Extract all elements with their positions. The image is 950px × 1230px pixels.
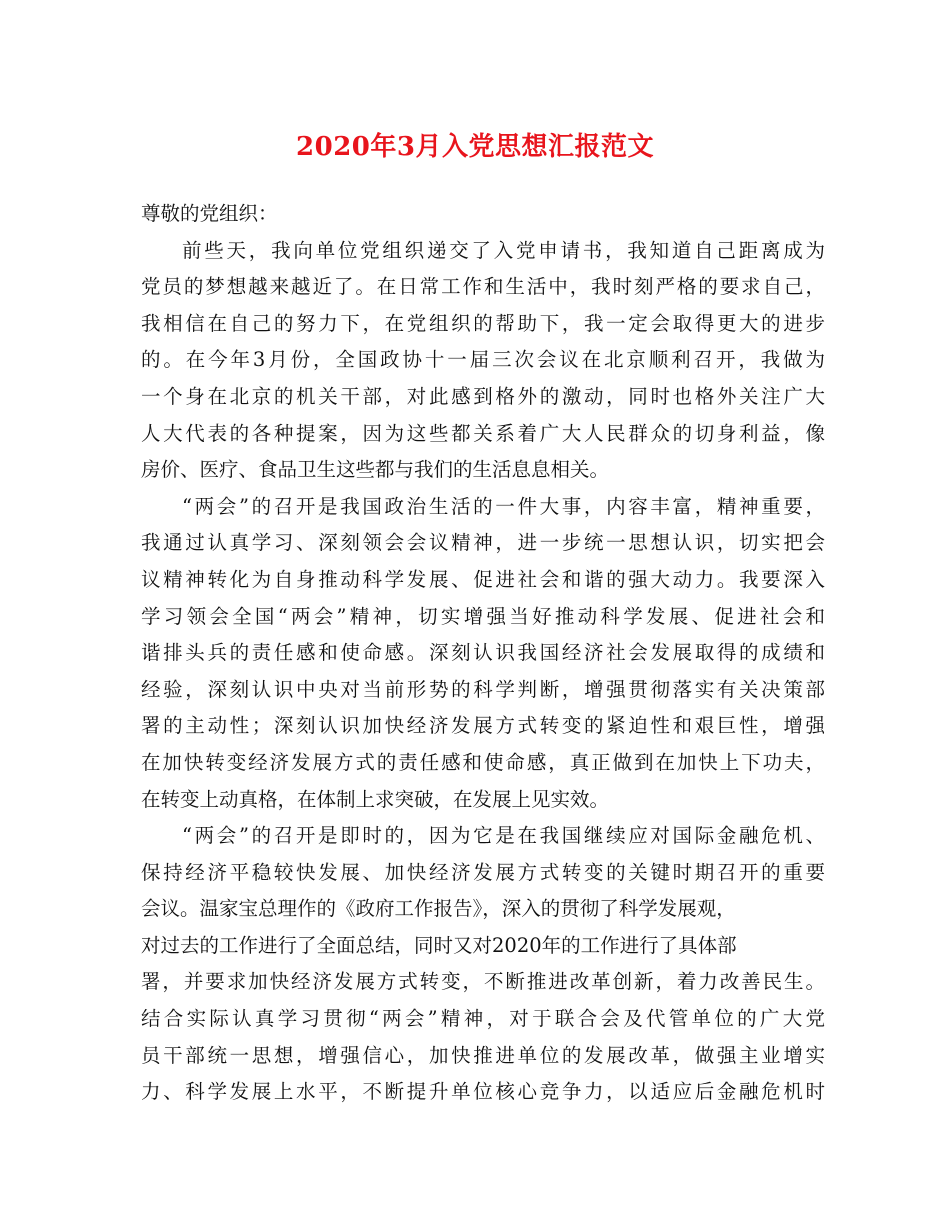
document-body <box>141 196 825 1111</box>
paragraph-1 <box>141 233 825 489</box>
paragraph-line: “两会”的召开是我国政治生活的一件大事，内容丰富，精神重要， <box>182 494 825 518</box>
paragraph-line: 结合实际认真学习贯彻“两会”精神，对于联合会及代管单位的广大党 <box>141 1007 825 1031</box>
paragraph-line: 署，并要求加快经济发展方式转变，不断推进改革创新，着力改善民生。 <box>141 970 825 994</box>
paragraph-line: 的。在今年3月份，全国政协十一届三次会议在北京顺利召开，我做为 <box>141 348 825 372</box>
salutation: 尊敬的党组织： <box>141 202 278 225</box>
paragraph-line: 我相信在自己的努力下，在党组织的帮助下，我一定会取得更大的进步 <box>141 311 825 335</box>
paragraph-line: 在转变上动真格，在体制上求突破，在发展上见实效。 <box>141 787 610 811</box>
paragraph-line: 人大代表的各种提案，因为这些都关系着广大人民群众的切身利益，像 <box>141 421 825 445</box>
document-title: 2020年3月入党思想汇报范文 <box>296 132 654 162</box>
paragraph-line: 在加快转变经济发展方式的责任感和使命感，真正做到在加快上下功夫， <box>141 750 825 774</box>
paragraph-line: 保持经济平稳较快发展、加快经济发展方式转变的关键时期召开的重要 <box>141 860 825 884</box>
paragraph-line: 会议。温家宝总理作的《政府工作报告》，深入的贯彻了科学发展观， <box>141 897 736 921</box>
paragraph-line: 前些天，我向单位党组织递交了入党申请书，我知道自己距离成为 <box>182 238 825 262</box>
paragraph-line: 我通过认真学习、深刻领会会议精神，进一步统一思想认识，切实把会 <box>141 531 825 555</box>
paragraph-line: 对过去的工作进行了全面总结，同时又对2020年的工作进行了具体部 <box>141 933 737 957</box>
paragraph-line: 力、科学发展上水平，不断提升单位核心竞争力，以适应后金融危机时 <box>141 1080 825 1104</box>
paragraph-line: 经验，深刻认识中央对当前形势的科学判断，增强贯彻落实有关决策部 <box>141 677 825 701</box>
paragraph-line: 房价、医疗、食品卫生这些都与我们的生活息息相关。 <box>141 458 610 482</box>
paragraph-line: 议精神转化为自身推动科学发展、促进社会和谐的强大动力。我要深入 <box>141 567 825 591</box>
paragraph-line: 谐排头兵的责任感和使命感。深刻认识我国经济社会发展取得的成绩和 <box>141 641 825 665</box>
paragraph-3 <box>141 818 825 1111</box>
paragraph-line: “两会”的召开是即时的，因为它是在我国继续应对国际金融危机、 <box>182 824 825 848</box>
paragraph-line: 员干部统一思想，增强信心，加快推进单位的发展改革，做强主业增实 <box>141 1043 825 1067</box>
paragraph-line: 党员的梦想越来越近了。在日常工作和生活中，我时刻严格的要求自己， <box>141 275 825 299</box>
paragraph-line: 学习领会全国“两会”精神，切实增强当好推动科学发展、促进社会和 <box>141 604 825 628</box>
paragraph-line: 一个身在北京的机关干部，对此感到格外的激动，同时也格外关注广大 <box>141 384 825 408</box>
paragraph-2 <box>141 489 825 818</box>
paragraph-line: 署的主动性；深刻认识加快经济发展方式转变的紧迫性和艰巨性，增强 <box>141 714 825 738</box>
